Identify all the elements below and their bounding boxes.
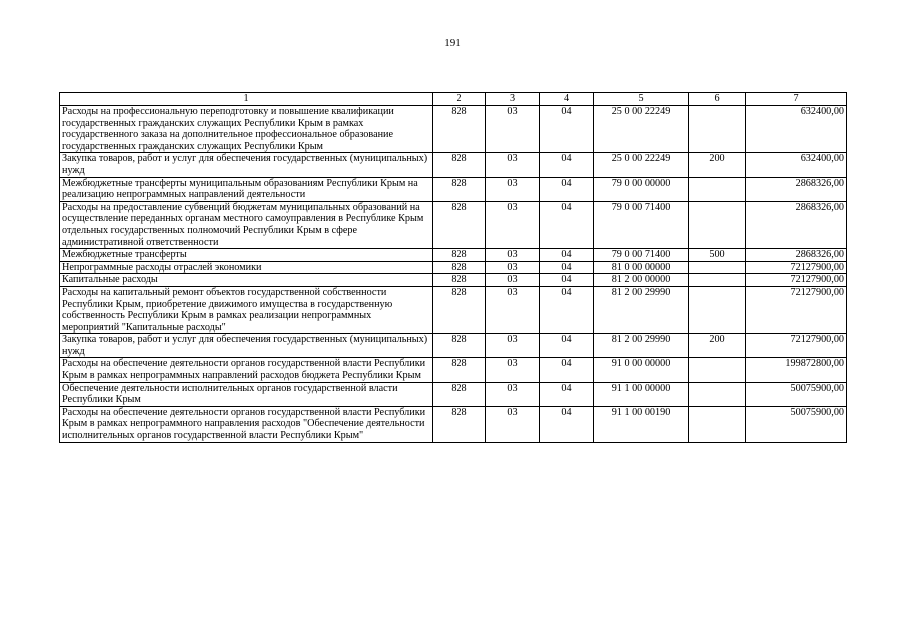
expense-name: Расходы на капитальный ремонт объектов государственной собственности Республики Крым, приобретение движимого имущества в государственную собственность Республики Крым в рамках реализации непрограммных мероприятий "Капитальные расходы" bbox=[60, 286, 433, 333]
expense-name: Расходы на предоставление субвенций бюджетам муниципальных образований на осуществление переданных органам местного самоуправления в Республике Крым отдельных государственных полномочий Республики Крым в сфере административной ответственности bbox=[60, 201, 433, 248]
expense-type-code bbox=[689, 201, 746, 248]
ministry-code: 828 bbox=[433, 274, 486, 287]
ministry-code: 828 bbox=[433, 249, 486, 262]
section-code: 03 bbox=[486, 406, 540, 442]
expense-name: Межбюджетные трансферты муниципальным образованиям Республики Крым на реализацию непрограммных направлений деятельности bbox=[60, 177, 433, 201]
expense-name: Непрограммные расходы отраслей экономики bbox=[60, 261, 433, 274]
expense-name: Расходы на обеспечение деятельности органов государственной власти Республики Крым в рамках непрограммных направлений расходов бюджета Республики Крым bbox=[60, 358, 433, 382]
budget-table bbox=[59, 92, 847, 443]
subsection-code: 04 bbox=[540, 201, 594, 248]
ministry-code: 828 bbox=[433, 406, 486, 442]
table-row bbox=[60, 334, 847, 358]
amount: 72127900,00 bbox=[746, 286, 847, 333]
expense-type-code bbox=[689, 177, 746, 201]
amount: 2868326,00 bbox=[746, 249, 847, 262]
expense-name: Закупка товаров, работ и услуг для обеспечения государственных (муниципальных) нужд bbox=[60, 153, 433, 177]
table-row bbox=[60, 106, 847, 153]
ministry-code: 828 bbox=[433, 153, 486, 177]
target-article-code: 25 0 00 22249 bbox=[594, 106, 689, 153]
column-header: 6 bbox=[689, 93, 746, 106]
column-header: 1 bbox=[60, 93, 433, 106]
target-article-code: 91 1 00 00190 bbox=[594, 406, 689, 442]
table-row bbox=[60, 153, 847, 177]
expense-type-code bbox=[689, 406, 746, 442]
target-article-code: 79 0 00 71400 bbox=[594, 249, 689, 262]
column-header: 3 bbox=[486, 93, 540, 106]
expense-type-code bbox=[689, 286, 746, 333]
ministry-code: 828 bbox=[433, 177, 486, 201]
amount: 72127900,00 bbox=[746, 334, 847, 358]
target-article-code: 81 2 00 00000 bbox=[594, 274, 689, 287]
table-row bbox=[60, 274, 847, 287]
column-header: 4 bbox=[540, 93, 594, 106]
section-code: 03 bbox=[486, 382, 540, 406]
amount: 2868326,00 bbox=[746, 177, 847, 201]
amount: 2868326,00 bbox=[746, 201, 847, 248]
subsection-code: 04 bbox=[540, 358, 594, 382]
table-row bbox=[60, 406, 847, 442]
ministry-code: 828 bbox=[433, 261, 486, 274]
section-code: 03 bbox=[486, 106, 540, 153]
expense-type-code bbox=[689, 106, 746, 153]
section-code: 03 bbox=[486, 201, 540, 248]
table-row bbox=[60, 249, 847, 262]
section-code: 03 bbox=[486, 274, 540, 287]
expense-name: Расходы на обеспечение деятельности органов государственной власти Республики Крым в рамках непрограммного направления расходов "Обеспечение деятельности исполнительных органов государственной власти Республики Крым" bbox=[60, 406, 433, 442]
table-row bbox=[60, 201, 847, 248]
expense-type-code bbox=[689, 382, 746, 406]
expense-type-code bbox=[689, 261, 746, 274]
section-code: 03 bbox=[486, 286, 540, 333]
target-article-code: 81 2 00 29990 bbox=[594, 286, 689, 333]
table-row bbox=[60, 382, 847, 406]
section-code: 03 bbox=[486, 177, 540, 201]
column-header: 5 bbox=[594, 93, 689, 106]
target-article-code: 79 0 00 00000 bbox=[594, 177, 689, 201]
expense-type-code: 500 bbox=[689, 249, 746, 262]
amount: 50075900,00 bbox=[746, 406, 847, 442]
amount: 50075900,00 bbox=[746, 382, 847, 406]
column-header: 7 bbox=[746, 93, 847, 106]
ministry-code: 828 bbox=[433, 382, 486, 406]
table-row bbox=[60, 177, 847, 201]
target-article-code: 79 0 00 71400 bbox=[594, 201, 689, 248]
subsection-code: 04 bbox=[540, 249, 594, 262]
section-code: 03 bbox=[486, 153, 540, 177]
amount: 72127900,00 bbox=[746, 274, 847, 287]
expense-name: Капитальные расходы bbox=[60, 274, 433, 287]
expense-type-code bbox=[689, 274, 746, 287]
section-code: 03 bbox=[486, 334, 540, 358]
ministry-code: 828 bbox=[433, 106, 486, 153]
ministry-code: 828 bbox=[433, 286, 486, 333]
page-number: 191 bbox=[444, 37, 461, 49]
expense-name: Расходы на профессиональную переподготовку и повышение квалификации государственных гражданских служащих Республики Крым в рамках государственного заказа на дополнительное профессиональное образование государственных гражданских служащих Республики Крым bbox=[60, 106, 433, 153]
subsection-code: 04 bbox=[540, 153, 594, 177]
subsection-code: 04 bbox=[540, 274, 594, 287]
table-row bbox=[60, 286, 847, 333]
column-header: 2 bbox=[433, 93, 486, 106]
amount: 72127900,00 bbox=[746, 261, 847, 274]
target-article-code: 81 2 00 29990 bbox=[594, 334, 689, 358]
target-article-code: 25 0 00 22249 bbox=[594, 153, 689, 177]
subsection-code: 04 bbox=[540, 261, 594, 274]
expense-type-code bbox=[689, 358, 746, 382]
subsection-code: 04 bbox=[540, 177, 594, 201]
table-row bbox=[60, 358, 847, 382]
amount: 632400,00 bbox=[746, 106, 847, 153]
expense-name: Межбюджетные трансферты bbox=[60, 249, 433, 262]
table-row bbox=[60, 261, 847, 274]
subsection-code: 04 bbox=[540, 286, 594, 333]
section-code: 03 bbox=[486, 249, 540, 262]
table-header-row bbox=[60, 93, 847, 106]
ministry-code: 828 bbox=[433, 201, 486, 248]
target-article-code: 91 1 00 00000 bbox=[594, 382, 689, 406]
subsection-code: 04 bbox=[540, 382, 594, 406]
expense-name: Закупка товаров, работ и услуг для обеспечения государственных (муниципальных) нужд bbox=[60, 334, 433, 358]
target-article-code: 91 0 00 00000 bbox=[594, 358, 689, 382]
target-article-code: 81 0 00 00000 bbox=[594, 261, 689, 274]
expense-name: Обеспечение деятельности исполнительных органов государственной власти Республики Крым bbox=[60, 382, 433, 406]
subsection-code: 04 bbox=[540, 406, 594, 442]
expense-type-code: 200 bbox=[689, 153, 746, 177]
amount: 632400,00 bbox=[746, 153, 847, 177]
subsection-code: 04 bbox=[540, 334, 594, 358]
subsection-code: 04 bbox=[540, 106, 594, 153]
ministry-code: 828 bbox=[433, 334, 486, 358]
amount: 199872800,00 bbox=[746, 358, 847, 382]
expense-type-code: 200 bbox=[689, 334, 746, 358]
ministry-code: 828 bbox=[433, 358, 486, 382]
section-code: 03 bbox=[486, 261, 540, 274]
section-code: 03 bbox=[486, 358, 540, 382]
